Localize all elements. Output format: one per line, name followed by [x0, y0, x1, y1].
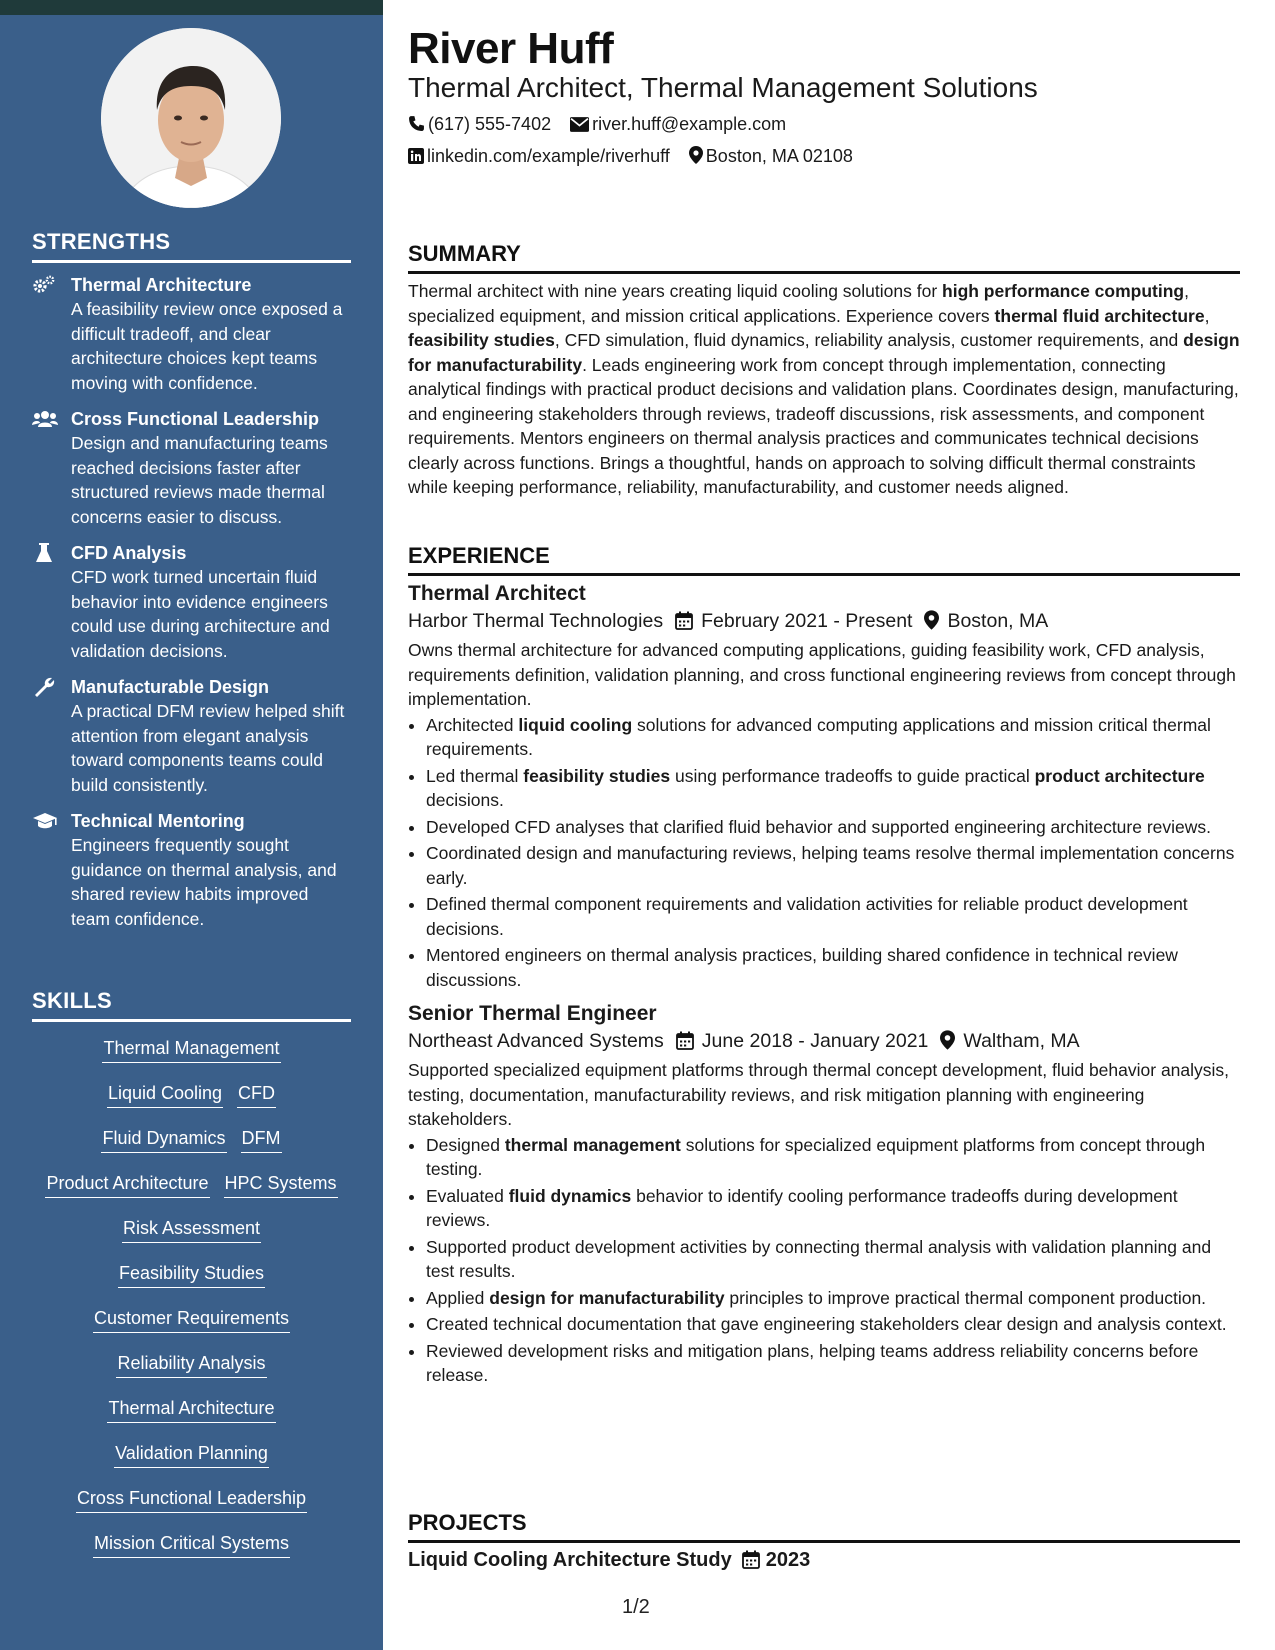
sidebar [0, 0, 383, 1650]
text-segment: Thermal architect with nine years creating liquid cooling solutions for [408, 281, 943, 301]
text-segment: Defined thermal component requirements and validation activities for reliable product development decisions. [426, 894, 1188, 939]
bold-keyword: design for manufacturability [408, 330, 1240, 375]
candidate-title: Thermal Architect, Thermal Management Solutions [408, 72, 1038, 103]
gears-icon [32, 274, 56, 296]
text-segment: Evaluated [426, 1185, 509, 1206]
job-location: Boston, MA [947, 610, 1049, 632]
linkedin-item[interactable] [408, 146, 670, 167]
text-segment: using performance tradeoffs to guide practical [670, 765, 1035, 786]
bold-keyword: feasibility studies [408, 330, 555, 350]
map-pin-icon [928, 1030, 963, 1052]
text-segment: Created technical documentation that gave engineering stakeholders clear design and analysis context. [426, 1314, 1227, 1334]
calendar-icon [664, 1030, 702, 1052]
job-bullets [426, 1133, 1240, 1388]
experience-heading: EXPERIENCE [408, 543, 1240, 576]
bullet-item [426, 1235, 1240, 1284]
job-description: Supported specialized equipment platforms through thermal concept development, fluid behavior analysis, testing, documentation, manufacturability reviews, and risk mitigation planning with engineering stakeholders. [408, 1060, 1230, 1129]
jobs-list [408, 582, 1240, 1388]
skill-tag: Reliability Analysis [116, 1351, 266, 1378]
bullet-item [426, 764, 1240, 813]
candidate-name: River Huff [408, 24, 614, 73]
strength-description: CFD work turned uncertain fluid behavior into evidence engineers could use during architecture and validation decisions. [71, 567, 330, 661]
text-segment: Mentored engineers on thermal analysis practices, building shared confidence in technical review discussions. [426, 945, 1178, 990]
strengths-section [32, 229, 351, 931]
skill-tag: Fluid Dynamics [101, 1126, 226, 1153]
linkedin-icon [408, 146, 427, 166]
skill-tag: Thermal Management [102, 1036, 280, 1063]
skill-tag: Risk Assessment [122, 1216, 261, 1243]
location-item [689, 146, 853, 167]
text-segment: solutions for specialized equipment platforms from concept through testing. [426, 1134, 1206, 1179]
skill-row [32, 1441, 351, 1470]
strength-item [32, 541, 351, 663]
linkedin-text[interactable]: linkedin.com/example/riverhuff [427, 146, 670, 166]
skills-list [32, 1036, 351, 1560]
skill-row [32, 1126, 351, 1155]
skill-row [32, 1531, 351, 1560]
skill-tag: Feasibility Studies [118, 1261, 265, 1288]
skill-row [32, 1216, 351, 1245]
strengths-heading: STRENGTHS [32, 229, 351, 263]
job-title: Senior Thermal Engineer [408, 1002, 657, 1025]
bullet-item [426, 1339, 1240, 1388]
envelope-icon [570, 114, 592, 134]
bold-keyword: feasibility studies [523, 765, 671, 786]
text-segment: Applied [426, 1287, 490, 1308]
skill-row [32, 1396, 351, 1425]
job-description: Owns thermal architecture for advanced computing applications, guiding feasibility work, CFD analysis, requirements definition, validation planning, and cross functional engineering reviews from concept through implementation. [408, 640, 1236, 709]
text-segment: , [1204, 305, 1210, 326]
skill-tag: Cross Functional Leadership [76, 1486, 307, 1513]
strength-title: Thermal Architecture [71, 275, 252, 295]
summary-text [408, 279, 1240, 500]
bullet-item [426, 1133, 1240, 1182]
experience-section [408, 543, 1240, 1390]
job-dates: June 2018 - January 2021 [701, 1030, 929, 1052]
bullet-item [426, 943, 1240, 992]
phone-item [408, 114, 551, 135]
phone-icon [408, 114, 428, 134]
text-segment: Coordinated design and manufacturing reviews, helping teams resolve thermal implementation concerns early. [426, 843, 1235, 888]
project-year: 2023 [765, 1549, 811, 1571]
text-segment: solutions for advanced computing applications and mission critical thermal requirements. [426, 714, 1211, 759]
text-segment: Architected [426, 714, 519, 735]
contact-row-1 [408, 114, 800, 135]
skill-tag: Mission Critical Systems [93, 1531, 290, 1558]
text-segment: , specialized equipment, and mission critical applications. Experience covers [408, 281, 1189, 326]
job-bullets [426, 713, 1240, 993]
text-segment: . Leads engineering work from concept through implementation, connecting analytical findings with practical product decisions and validation plans. Coordinates design, manufacturing, and engineering stakeholders through reviews, tradeoff discussions, risk assessments, and component requirements. Mentors engineers on thermal analysis practices and communicates technical decisions clearly across functions. Brings a thoughtful, hands on approach to solving difficult thermal constraints while keeping performance, reliability, manufacturability, and customer needs aligned. [408, 354, 1239, 497]
calendar-icon [663, 610, 701, 632]
summary-section [408, 241, 1240, 500]
bold-keyword: thermal management [504, 1134, 681, 1155]
job-company: Harbor Thermal Technologies [408, 610, 664, 632]
text-segment: Designed [426, 1134, 505, 1155]
calendar-icon [732, 1549, 766, 1571]
skill-row [32, 1306, 351, 1335]
skill-tag: Validation Planning [114, 1441, 269, 1468]
skill-tag: Liquid Cooling [107, 1081, 223, 1108]
job-company: Northeast Advanced Systems [408, 1030, 664, 1052]
job-meta [408, 1030, 1240, 1053]
bold-keyword: fluid dynamics [508, 1185, 632, 1206]
users-icon [32, 408, 56, 430]
job-entry [408, 1002, 1240, 1388]
skills-section [32, 988, 351, 1576]
strength-description: A feasibility review once exposed a difficult tradeoff, and clear architecture choices kept teams moving with confidence. [71, 299, 343, 393]
map-pin-icon [912, 610, 947, 632]
job-meta [408, 610, 1240, 633]
bullet-item [426, 1312, 1240, 1337]
strength-item [32, 809, 351, 931]
map-pin-icon [689, 146, 706, 166]
skill-tag: HPC Systems [224, 1171, 338, 1198]
skill-tag: Product Architecture [45, 1171, 209, 1198]
profile-photo [101, 28, 281, 208]
wrench-icon [32, 676, 56, 698]
skill-row [32, 1171, 351, 1200]
bullet-item [426, 892, 1240, 941]
bullet-item [426, 1184, 1240, 1233]
summary-heading: SUMMARY [408, 241, 1240, 274]
bullet-item [426, 713, 1240, 762]
strength-item [32, 273, 351, 395]
bold-keyword: high performance computing [942, 281, 1185, 301]
bold-keyword: product architecture [1034, 765, 1205, 786]
project-entry [408, 1549, 1240, 1572]
text-segment: Supported product development activities by connecting thermal analysis with validation planning and test results. [426, 1236, 1212, 1281]
projects-list [408, 1549, 1240, 1572]
projects-section [408, 1510, 1240, 1572]
strength-item [32, 407, 351, 529]
text-segment: , CFD simulation, fluid dynamics, reliability analysis, customer requirements, and [554, 330, 1184, 350]
projects-heading: PROJECTS [408, 1510, 1240, 1543]
text-segment: Led thermal [426, 765, 524, 786]
text-segment: principles to improve practical thermal component production. [724, 1287, 1207, 1308]
phone-text: (617) 555-7402 [428, 114, 552, 134]
strength-title: CFD Analysis [71, 543, 187, 563]
skill-row [32, 1261, 351, 1290]
email-text[interactable]: river.huff@example.com [592, 114, 787, 134]
graduation-cap-icon [32, 810, 56, 832]
skill-tag: Thermal Architecture [107, 1396, 275, 1423]
text-segment: behavior to identify cooling performance tradeoffs during development reviews. [426, 1185, 1178, 1230]
skill-row [32, 1036, 351, 1065]
strength-title: Cross Functional Leadership [71, 409, 320, 429]
strength-title: Manufacturable Design [71, 677, 270, 697]
job-dates: February 2021 - Present [701, 610, 913, 632]
text-segment: Reviewed development risks and mitigation plans, helping teams address reliability concerns before release. [426, 1340, 1199, 1385]
job-entry [408, 582, 1240, 992]
job-title: Thermal Architect [408, 582, 586, 605]
bullet-item [426, 815, 1240, 840]
bold-keyword: liquid cooling [518, 714, 633, 735]
skills-heading: SKILLS [32, 988, 351, 1022]
sidebar-top-bar [0, 0, 383, 15]
bold-keyword: thermal fluid architecture [994, 305, 1205, 326]
flask-icon [32, 542, 56, 564]
job-location: Waltham, MA [963, 1030, 1080, 1052]
skill-tag: Customer Requirements [93, 1306, 290, 1333]
email-item[interactable] [570, 114, 786, 135]
page-number: 1/2 [622, 1596, 650, 1618]
strength-item [32, 675, 351, 797]
text-segment: Developed CFD analyses that clarified fluid behavior and supported engineering architecture reviews. [426, 816, 1212, 837]
strength-description: Design and manufacturing teams reached decisions faster after structured reviews made thermal concerns easier to discuss. [71, 433, 328, 527]
text-segment: decisions. [426, 790, 504, 810]
bullet-item [426, 1286, 1240, 1311]
strength-description: A practical DFM review helped shift attention from elegant analysis toward components teams could build consistently. [71, 701, 345, 795]
skill-row [32, 1351, 351, 1380]
strength-title: Technical Mentoring [71, 811, 245, 831]
strength-description: Engineers frequently sought guidance on thermal analysis, and shared review habits improved team confidence. [71, 835, 337, 929]
contact-row-2 [408, 146, 867, 167]
project-title: Liquid Cooling Architecture Study [408, 1549, 732, 1571]
bullet-item [426, 841, 1240, 890]
location-text: Boston, MA 02108 [705, 146, 853, 166]
bold-keyword: design for manufacturability [489, 1287, 725, 1308]
skill-tag: DFM [241, 1126, 282, 1153]
skill-row [32, 1081, 351, 1110]
skill-tag: CFD [237, 1081, 276, 1108]
skill-row [32, 1486, 351, 1515]
